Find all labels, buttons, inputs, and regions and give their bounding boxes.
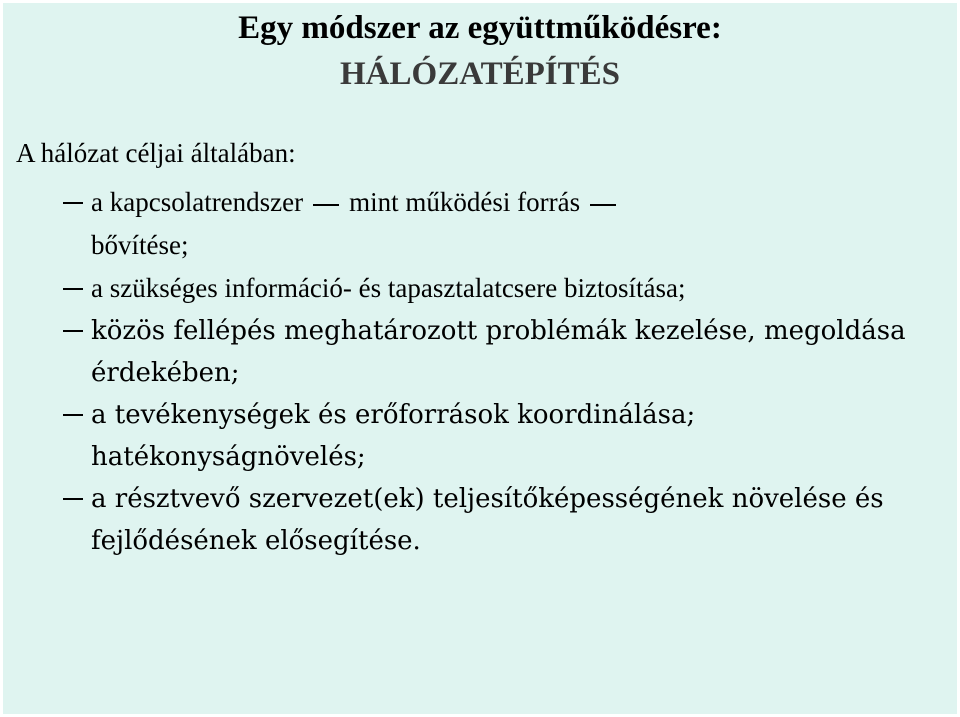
title-line-2: HÁLÓZATÉPÍTÉS: [340, 56, 620, 92]
dash-bullet-icon: [63, 330, 83, 332]
title-line-1: Egy módszer az együttműködésre:: [238, 10, 722, 46]
bullet-text: közös fellépés meghatározott problémák kezelése, megoldása érdekében;: [91, 316, 906, 388]
dash-bullet-icon: [63, 414, 83, 416]
bullet-item: [3, 310, 957, 394]
section-heading: A hálózat céljai általában:: [16, 138, 296, 168]
dash-bullet-icon: [63, 288, 83, 290]
bullet-item: [3, 394, 957, 478]
bullet-text: a tevékenységek és erőforrások koordinálása; hatékonyságnövelés;: [91, 400, 696, 472]
bullet-text: a résztvevő szervezet(ek) teljesítőképességének növelése és fejlődésének elősegítése.: [91, 484, 884, 556]
dash-bullet-icon: [63, 498, 83, 500]
inline-dash-icon: [590, 204, 616, 206]
bullet-text-part-2: mint működési forrás: [349, 187, 581, 217]
inline-dash-icon: [313, 204, 339, 206]
bullet-list: [3, 181, 957, 570]
bullet-item: [3, 181, 957, 267]
bullet-item: [3, 267, 957, 310]
bullet-text-part-1: a kapcsolatrendszer: [91, 187, 304, 217]
slide-title: [3, 5, 957, 97]
dash-bullet-icon: [63, 202, 83, 204]
slide: [3, 3, 957, 714]
bullet-text-continuation: bővítése;: [91, 230, 189, 260]
bullet-text: a szükséges információ- és tapasztalatcsere biztosítása;: [91, 273, 686, 303]
bullet-item: [3, 478, 957, 562]
